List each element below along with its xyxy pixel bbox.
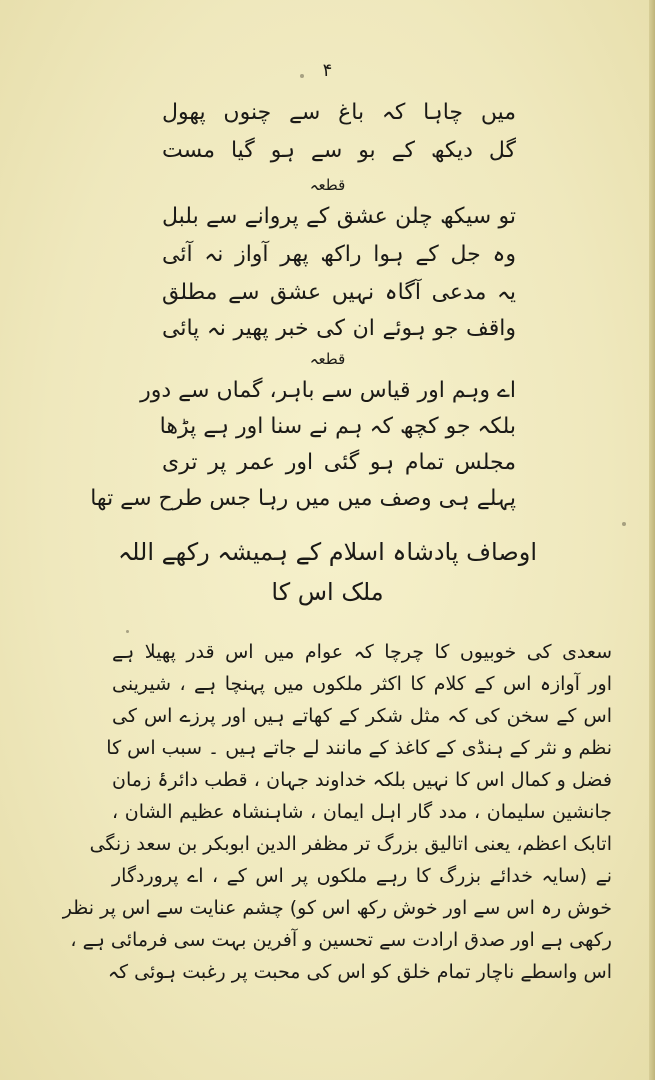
prose-line: اس واسطے ناچار تمام خلق کو اس کی محبت پر رغبت ہوئی کہ bbox=[107, 961, 612, 983]
verse-line: مجلس تمام ہو گئی اور عمر پر تری bbox=[162, 450, 516, 475]
paper-speck bbox=[126, 630, 129, 633]
verse-line: اے وہم اور قیاس سے باہر، گماں سے دور bbox=[140, 378, 516, 403]
verse-line: واقف جو ہوئے ان کی خبر پھیر نہ پائی bbox=[162, 316, 516, 341]
verse-heading: قطعہ bbox=[309, 176, 346, 194]
prose-line: جانشین سلیمان ، مدد گار اہل ایمان ، شاہنشاہ عظیم الشان ، bbox=[112, 801, 612, 823]
verse-heading: قطعہ bbox=[309, 350, 346, 368]
prose-line: خوش رہ اس سے اور خوش رکھ اس کو) چشم عنایت سے اس پر نظر bbox=[62, 897, 612, 919]
prose-line: نظم و نثر کے ہنڈی کے کاغذ کے مانند لے جاتے ہیں ۔ سبب اس کا bbox=[106, 737, 612, 759]
verse-line: وہ جل کے ہوا راکھ پھر آواز نہ آئی bbox=[162, 242, 516, 267]
prose-line: سعدی کی خوبیوں کا چرچا کہ عوام میں اس قدر پھیلا ہے bbox=[112, 641, 612, 663]
prose-line: رکھی ہے اور صدق ارادت سے تحسین و آفرین بہت سی فرمائی ہے ، bbox=[70, 929, 612, 951]
prose-line: فضل و کمال اس کا نہیں بلکہ خداوند جہان ، قطب دائرۂ زمان bbox=[112, 769, 612, 791]
paper-speck bbox=[622, 522, 626, 526]
prose-line: اور آوازہ اس کے کلام کا اکثر ملکوں میں پہنچا ہے ، شیرینی bbox=[112, 673, 612, 695]
prose-line: اتابک اعظم، یعنی اتالیق بزرگ تر مظفر الدین ابوبکر بن سعد زنگی bbox=[89, 833, 612, 855]
verse-line: تو سیکھ چلن عشق کے پروانے سے بلبل bbox=[162, 204, 516, 229]
prose-line: اس کے سخن کی کہ مثل شکر کے کھاتے ہیں اور پرزے اس کی bbox=[112, 705, 612, 727]
verse-line: میں چاہا کہ باغ سے چنوں پھول bbox=[162, 100, 516, 125]
verse-line: بلکہ جو کچھ کہ ہم نے سنا اور ہے پڑھا bbox=[159, 414, 516, 439]
verse-line: پہلے ہی وصف میں میں رہا جس طرح سے تھا bbox=[90, 486, 516, 511]
section-title: اوصاف پادشاہ اسلام کے ہمیشہ رکھے اللہ bbox=[118, 538, 537, 566]
paper-speck bbox=[300, 74, 304, 78]
section-title: ملک اس کا bbox=[271, 578, 384, 606]
verse-line: گل دیکھ کے بو سے ہو گیا مست bbox=[162, 138, 516, 163]
verse-line: یہ مدعی آگاہ نہیں عشق سے مطلق bbox=[162, 280, 516, 305]
prose-line: نے (سایہ خدائے بزرگ کا رہے ملکوں پر اس کے ، اے پروردگار bbox=[112, 865, 612, 887]
page-number: ۴ bbox=[322, 60, 333, 81]
